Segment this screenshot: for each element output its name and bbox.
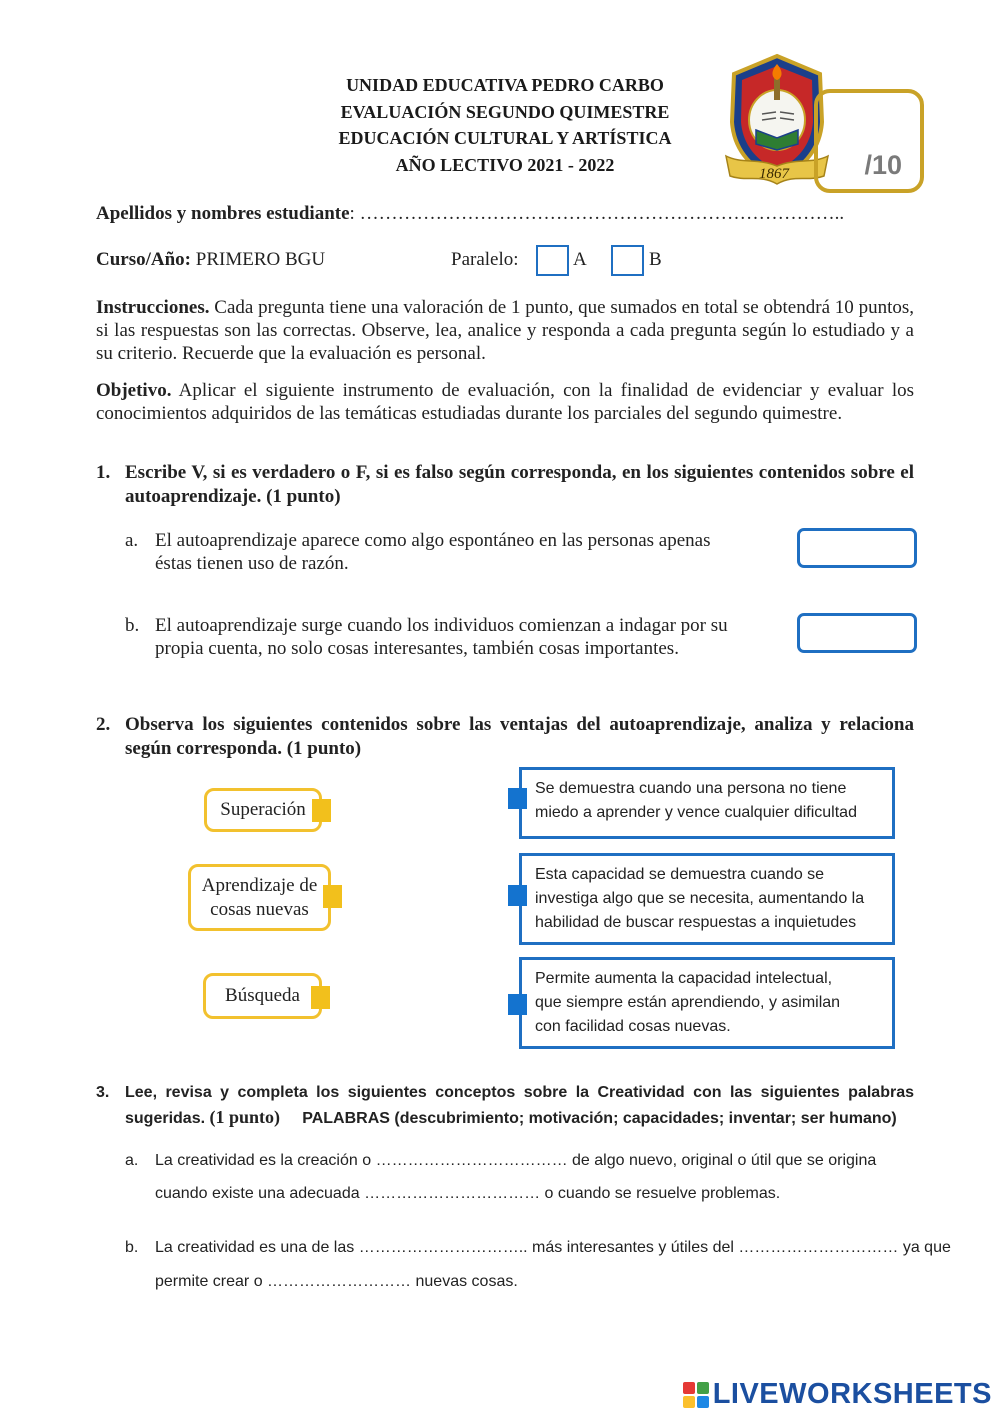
parallel-b-label: B [649, 249, 662, 270]
student-name-field[interactable]: ………………………………………………………………….. [359, 203, 845, 224]
q3-item-a-letter: a. [125, 1152, 139, 1169]
q1-answer-b-input[interactable] [797, 613, 917, 653]
match-left-aprendizaje[interactable] [188, 864, 331, 931]
liveworksheets-brand [683, 1378, 992, 1411]
student-name-label: Apellidos y nombres estudiante [96, 203, 350, 224]
match-right-3[interactable] [519, 957, 895, 1049]
question-1-number: 1. [96, 462, 111, 483]
match-right-2-line1: Esta capacidad se demuestra cuando se [535, 866, 825, 883]
q1-answer-a-input[interactable] [797, 528, 917, 568]
question-3-text: Lee, revisa y completa los siguientes conceptos sobre la Creatividad con las siguientes palabras sugeridas. [125, 1084, 914, 1127]
match-left-superacion-handle[interactable] [312, 799, 331, 822]
match-right-1-line2: miedo a aprender y vence cualquier dificultad [535, 804, 857, 821]
match-right-1[interactable] [519, 767, 895, 839]
question-3-body [125, 1081, 914, 1131]
objective-label: Objetivo. [96, 380, 172, 401]
match-right-3-line3: con facilidad cosas nuevas. [535, 1018, 731, 1035]
q1-item-a-line1: El autoaprendizaje aparece como algo espontáneo en las personas apenas [155, 530, 711, 551]
course-label: Curso/Año: [96, 249, 192, 270]
match-right-2-line2: investiga algo que se necesita, aumentando la [535, 890, 865, 907]
q3-a-text1: La creatividad es la creación o [155, 1152, 372, 1169]
q1-item-b-letter: b. [125, 615, 140, 636]
q3-b-blank3[interactable]: ……………………… [267, 1273, 412, 1290]
liveworksheets-logo-icon [683, 1382, 709, 1408]
question-1 [96, 461, 914, 508]
student-name-row [96, 203, 844, 225]
question-3-points: (1 punto) [209, 1107, 280, 1127]
objective-text: Aplicar el siguiente instrumento de evaluación, con la finalidad de evidenciar y evaluar los conocimientos adquiridos de las temáticas estudiadas durante los parciales del segundo quimestre. [96, 380, 915, 424]
q3-a-text3: cuando existe una adecuada [155, 1185, 360, 1202]
match-left-superacion-label: Superación [220, 799, 306, 820]
q3-b-text1: La creatividad es una de las [155, 1239, 355, 1256]
liveworksheets-wordmark: LIVEWORKSHEETS [712, 1378, 992, 1410]
q3-item-a-row1 [155, 1152, 876, 1170]
exam-title: EVALUACIÓN SEGUNDO QUIMESTRE [340, 101, 670, 122]
match-left-aprendizaje-line1: Aprendizaje de [201, 874, 318, 896]
match-left-busqueda-label: Búsqueda [225, 985, 300, 1006]
q3-a-text4: o cuando se resuelve problemas. [544, 1185, 781, 1202]
match-right-3-handle[interactable] [508, 994, 527, 1015]
parallel-a-checkbox[interactable] [536, 245, 569, 276]
question-2-number: 2. [96, 714, 111, 735]
match-right-2[interactable] [519, 853, 895, 945]
q3-item-a [125, 1152, 915, 1212]
course-row [96, 249, 325, 271]
q3-b-blank1[interactable]: ………………………….. [358, 1239, 528, 1256]
q3-a-text2: de algo nuevo, original o útil que se origina [572, 1152, 877, 1169]
instructions-label: Instrucciones. [96, 297, 210, 318]
q3-item-b [125, 1239, 951, 1299]
instructions [96, 296, 914, 365]
q3-b-blank2[interactable]: ………………………… [738, 1239, 899, 1256]
q3-item-b-row1 [155, 1239, 951, 1257]
q3-b-text5: nuevas cosas. [415, 1273, 518, 1290]
q3-b-text2: más interesantes y útiles del [532, 1239, 734, 1256]
match-left-busqueda[interactable] [203, 973, 322, 1019]
match-left-superacion[interactable] [204, 788, 322, 832]
student-name-colon: : [349, 203, 355, 224]
question-3-words: PALABRAS (descubrimiento; motivación; capacidades; inventar; ser humano) [302, 1110, 897, 1127]
school-year: AÑO LECTIVO 2021 - 2022 [395, 154, 615, 175]
school-header [250, 72, 760, 178]
q3-item-b-letter: b. [125, 1239, 139, 1256]
match-right-3-line1: Permite aumenta la capacidad intelectual, [535, 970, 833, 987]
score-box[interactable] [814, 89, 924, 193]
question-3 [96, 1081, 914, 1131]
school-name: UNIDAD EDUCATIVA PEDRO CARBO [346, 75, 664, 95]
parallel-a-label: A [573, 249, 587, 270]
q3-item-b-row2 [155, 1273, 518, 1291]
q1-item-b-line1: El autoaprendizaje surge cuando los individuos comienzan a indagar por su [155, 615, 728, 636]
objective [96, 379, 914, 425]
q1-item-a [125, 529, 775, 575]
q1-item-a-letter: a. [125, 530, 139, 551]
parallel-b-checkbox[interactable] [611, 245, 644, 276]
question-2-text: Observa los siguientes contenidos sobre las ventajas del autoaprendizaje, analiza y relaciona según corresponda. (1 punto) [125, 714, 914, 759]
seal-year: 1867 [759, 166, 789, 182]
match-right-2-line3: habilidad de buscar respuestas a inquietudes [535, 914, 857, 931]
match-right-1-line1: Se demuestra cuando una persona no tiene [535, 780, 847, 797]
q1-item-b [125, 614, 775, 660]
logo-square-3 [683, 1396, 695, 1408]
q3-a-blank2[interactable]: …………………………… [364, 1185, 541, 1202]
match-right-3-line2: que siempre están aprendiendo, y asimilan [535, 994, 841, 1011]
logo-square-2 [697, 1382, 709, 1394]
match-left-aprendizaje-handle[interactable] [323, 885, 342, 908]
course-value: PRIMERO BGU [195, 249, 326, 270]
score-total: /10 [864, 150, 902, 180]
instructions-text: Cada pregunta tiene una valoración de 1 punto, que sumados en total se obtendrá 10 puntos, si las respuestas son las correctas. Observe, lea, analice y responda a cada pregunta según lo estudiado y a su criterio. Recuerde que la evaluación es personal. [96, 297, 915, 364]
logo-square-4 [697, 1396, 709, 1408]
match-right-1-handle[interactable] [508, 788, 527, 809]
q1-item-b-line2: propia cuenta, no solo cosas interesantes, también cosas importantes. [155, 638, 679, 659]
match-right-2-handle[interactable] [508, 885, 527, 906]
q3-item-a-row2 [155, 1185, 780, 1203]
q3-b-text4: permite crear o [155, 1273, 263, 1290]
question-2 [96, 713, 914, 760]
question-3-number: 3. [96, 1084, 110, 1101]
logo-square-1 [683, 1382, 695, 1394]
parallel-label: Paralelo: [451, 249, 519, 270]
match-left-aprendizaje-line2: cosas nuevas [210, 898, 309, 920]
q1-item-a-line2: éstas tienen uso de razón. [155, 553, 349, 574]
question-1-text: Escribe V, si es verdadero o F, si es falso según corresponda, en los siguientes contenidos sobre el autoaprendizaje. (1 punto) [125, 462, 914, 507]
subject-title: EDUCACIÓN CULTURAL Y ARTÍSTICA [338, 128, 672, 148]
q3-a-blank1[interactable]: ……………………………… [375, 1152, 568, 1169]
match-left-busqueda-handle[interactable] [311, 986, 330, 1009]
q3-b-text3: ya que [902, 1239, 951, 1256]
